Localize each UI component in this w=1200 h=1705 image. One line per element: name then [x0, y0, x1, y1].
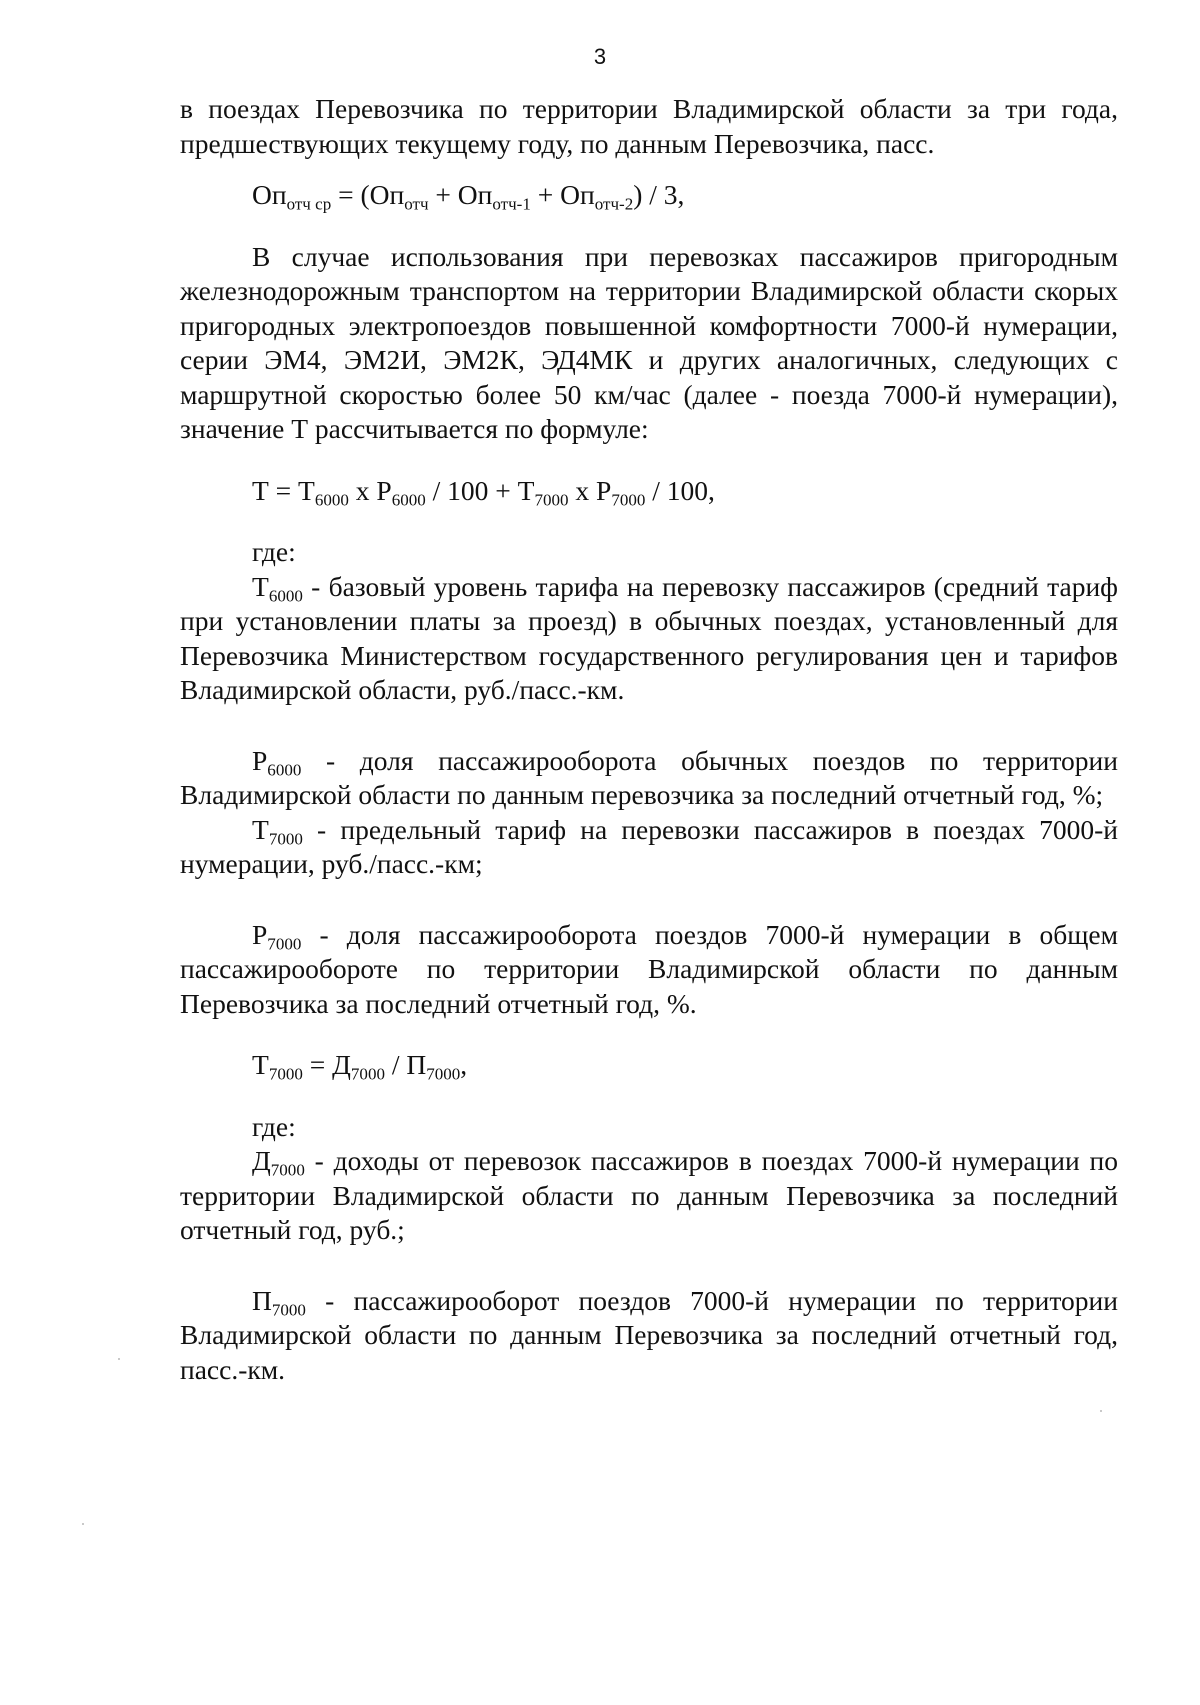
document-body [180, 92, 1118, 1387]
paragraph-continuation: в поездах Перевозчика по территории Владимирской области за три года, предшествующих текущему году, по данным Перевозчика, пасс. [180, 93, 1118, 159]
definition-pi7000: $П_{7000}$ - пассажирооборот поездов 7000-й нумерации по территории Владимирской области по данным Перевозчика за последний отчетный год, пасс.-км. [180, 1284, 1118, 1385]
where-label: где: [252, 536, 296, 567]
formula-average-passengers: $Оп_{отч ср} = (Оп_{отч} + Оп_{отч-1} + Оп_{отч-2}) / 3$, [252, 179, 685, 214]
formula-tariff-t: $Т = Т_{6000}$ х $Р_{6000} / 100 + Т_{7000}$ х $Р_{7000} / 100$, [252, 474, 715, 509]
where-label: где: [252, 1110, 296, 1142]
definition-d7000: $Д_{7000}$ - доходы от перевозок пассажиров в поездах 7000-й нумерации по территории Владимирской области по данным Перевозчика за последний отчетный год, руб.; [180, 1145, 1118, 1245]
page-number: 3 [593, 44, 607, 69]
definition-p7000: $Р_{7000}$ - доля пассажирооборота поездов 7000-й нумерации в общем пассажирообороте по территории Владимирской области по данным Перевозчика за последний отчетный год, %. [180, 918, 1118, 1019]
formula-tariff-t7000: $Т_{7000} = Д_{7000} / П_{7000}$, [252, 1049, 468, 1084]
definition-p6000: $Р_{6000}$ - доля пассажирооборота обычных поездов по территории Владимирской области по данным перевозчика за последний отчетный год, %; [180, 744, 1118, 810]
paragraph-express-trains: В случае использования при перевозках пассажиров пригородным железнодорожным транспортом на территории Владимирской области скорых пригородных электропоездов повышенной комфортности 7000-й нумерации, серии ЭМ4, ЭМ2И, ЭМ2К, ЭД4МК и других аналогичных, следующих с маршрутной скоростью более 50 км/час (далее - поезда 7000-й нумерации), значение Т рассчитывается по формуле: [180, 240, 1118, 444]
scan-speck [118, 1358, 120, 1360]
scan-speck [82, 1523, 84, 1525]
scan-speck [1100, 1410, 1102, 1412]
definition-t7000: $Т_{7000}$ - предельный тариф на перевозки пассажиров в поездах 7000-й нумерации, руб./пасс.-км; [180, 813, 1118, 879]
definition-t6000: $Т_{6000}$ - базовый уровень тарифа на перевозку пассажиров (средний тариф при установлении платы за проезд) в обычных поездах, установленный для Перевозчика Министерством государственного регулирования цен и тарифов Владимирской области, руб./пасс.-км. [180, 570, 1118, 705]
